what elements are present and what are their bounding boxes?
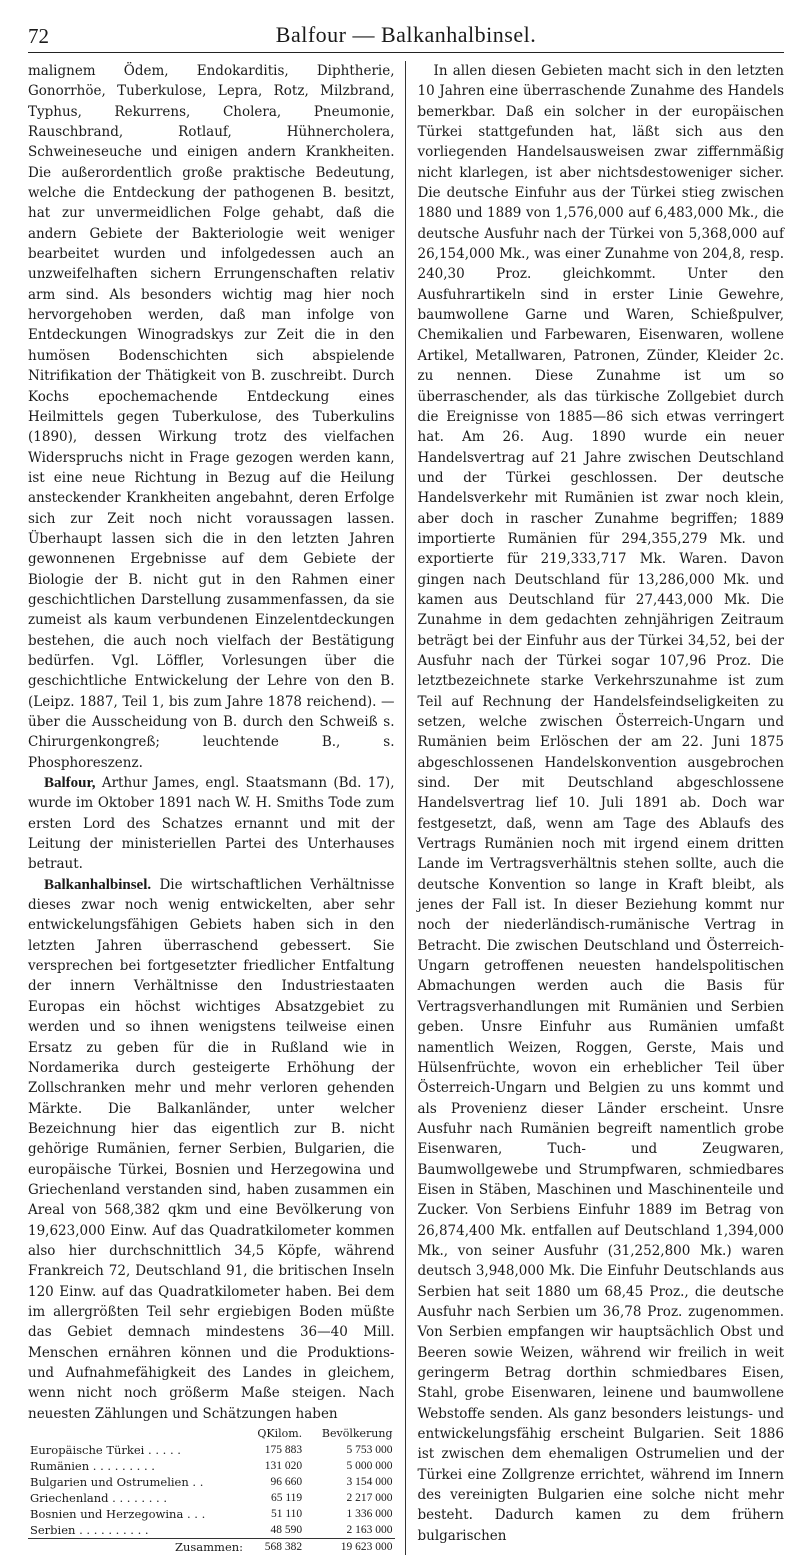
table-cell-qkm: 131 020 [264, 1460, 303, 1473]
table-cell-population: 2 217 000 [346, 1492, 393, 1505]
table-cell-country: Bulgarien und Ostrumelien . . [30, 1475, 204, 1490]
table-total-label: Zusammen: [28, 1539, 245, 1555]
table-cell-population: 5 753 000 [346, 1444, 393, 1457]
table-row [28, 1442, 395, 1458]
table-header-row [28, 1426, 395, 1442]
table-header-qkm: QKilom. [257, 1427, 303, 1441]
table-cell-country: Bosnien und Herzegowina . . . [30, 1507, 206, 1522]
page-header [28, 18, 784, 53]
table-cell-qkm: 51 110 [270, 1508, 303, 1521]
area-population-table [28, 1426, 395, 1555]
table-cell-population: 1 336 000 [346, 1508, 393, 1521]
entry-body-balkanhalbinsel: Die wirtschaftlichen Verhältnisse dieses zwar noch wenig entwickelten, aber sehr entwickelungsfähigen Gebiets haben sich in den letzten Jahren überraschend gebessert. Sie versprechen bei fortgesetzter friedlicher Entfaltung der innern Verhältnisse den Industriestaaten Europas ein höchst wichtiges Absatzgebiet zu werden und so ihnen wenigstens teilweise einen Ersatz zu geben für die in Rußland wie in Nordamerika durch gesteigerte Erhöhung der Zollschranken mehr und mehr verloren gehenden Märkte. Die Balkanländer, unter welcher Bezeichnung hier das eigentlich zur B. nicht gehörige Rumänien, ferner Serbien, Bulgarien, die europäische Türkei, Bosnien und Herzegowina und Griechenland verstanden sind, haben zusammen ein Areal von 568,382 qkm und eine Bevölkerung von 19,623,000 Einw. Auf das Quadratkilometer kommen also hier durchschnittlich 34,5 Köpfe, während Frankreich 72, Deutschland 91, die britischen Inseln 120 Einw. auf das Quadratkilometer haben. Bei dem im allergrößten Teil sehr ergiebigen Boden müßte das Gebiet demnach mindestens 36—40 Mill. Menschen ernähren können und die Produktions- und Aufnahmefähigkeit des Landes in gleichem, wenn nicht noch größerm Maße steigen. Nach neuesten Zählungen und Schätzungen haben [28, 876, 395, 1422]
table-row [28, 1490, 395, 1506]
bakterien-continuation: malignem Ödem, Endokarditis, Diphtherie, Gonorrhöe, Tuberkulose, Lepra, Rotz, Milzbrand, Typhus, Rekurrens, Cholera, Pneumonie, Rauschbrand, Rotlauf, Hühnercholera, Schweineseuche und einigen andern Krankheiten. Die außerordentlich große praktische Bedeutung, welche die Entdeckung der pathogenen B. besitzt, hat zur unvermeidlichen Folge gehabt, daß die andern Gebiete der Bakteriologie weit weniger bearbeitet wurden und infolgedessen auch an unzweifelhaften sichern Errungenschaften relativ arm sind. Als besonders wichtig mag hier noch hervorgehoben werden, daß man infolge von Entdeckungen Winogradskys zur Zeit die in den humösen Bodenschichten sich abspielende Nitrifikation der Thätigkeit von B. zuschreibt. Durch Kochs epochemachende Entdeckung eines Heilmittels gegen Tuberkulose, des Tuberkulins (1890), dessen Wirkung trotz des vielfachen Widerspruchs nicht in Frage gezogen werden kann, ist eine neue Richtung in Bezug auf die Heilung ansteckender Krankheiten angebahnt, deren Erfolge sich zur Zeit noch nicht voraussagen lassen. Überhaupt lassen sich die in den letzten Jahren gewonnenen Ergebnisse auf dem Gebiete der Biologie der B. nicht gut in den Rahmen einer geschichtlichen Darstellung zusammenfassen, da sie zumeist als kaum verbundenen Einzelentdeckungen bestehen, die auch noch vielfach der Bestätigung bedürfen. Vgl. Löffler, Vorlesungen über die geschichtliche Entwickelung der Lehre von den B. (Leipz. 1887, Teil 1, bis zum Jahre 1878 reichend). — über die Ausscheidung von B. durch den Schweiß s. Chirurgenkongreß; leuchtende B., s. Phosphoreszenz. [28, 63, 395, 771]
table-cell-qkm: 96 660 [270, 1476, 303, 1489]
balkan-trade-paragraph: In allen diesen Gebieten macht sich in den letzten 10 Jahren eine überraschende Zunahme des Handels bemerkbar. Daß ein solcher in der europäischen Türkei stattgefunden hat, läßt sich aus den vorliegenden Handelsausweisen zwar ziffernmäßig nicht klarlegen, ist aber nichtsdestoweniger sicher. Die deutsche Einfuhr aus der Türkei stieg zwischen 1880 und 1889 von 1,576,000 auf 6,483,000 Mk., die deutsche Ausfuhr nach der Türkei von 5,368,000 auf 26,154,000 Mk., was einer Zunahme von 204,8, resp. 240,30 Proz. gleichkommt. Unter den Ausfuhrartikeln sind in erster Linie Gewehre, baumwollene Garne und Waren, Schießpulver, Chemikalien und Farbewaren, Eisenwaren, wollene Artikel, Metallwaren, Patronen, Zünder, Kleider 2c. zu nennen. Diese Zunahme ist um so überraschender, als das türkische Zollgebiet durch die Ereignisse von 1885—86 sich etwas verringert hat. Am 26. Aug. 1890 wurde ein neuer Handelsvertrag auf 21 Jahre zwischen Deutschland und der Türkei geschlossen. Der deutsche Handelsverkehr mit Rumänien ist zwar noch klein, aber doch in rascher Zunahme begriffen; 1889 importierte Rumänien für 294,355,279 Mk. und exportierte für 219,333,717 Mk. Waren. Davon gingen nach Deutschland für 13,286,000 Mk. und kamen aus Deutschland für 27,443,000 Mk. Die Zunahme in dem gedachten zehnjährigen Zeitraum beträgt bei der Einfuhr aus der Türkei 34,52, bei der Ausfuhr nach der Türkei sogar 107,96 Proz. Die letztbezeichnete starke Verkehrszunahme ist zum Teil auf Rechnung der Handelsfeindseligkeiten zu setzen, welche zwischen Österreich-Ungarn und Rumänien beim Erlöschen der am 22. Juni 1875 abgeschlossenen Handelskonvention ausgebrochen sind. Der mit Deutschland abgeschlossene Handelsvertrag lief 10. Juli 1891 ab. Doch war festgesetzt, daß, wenn am Tage des Ablaufs des Vertrags Rumänien noch mit irgend einem dritten Lande im Vertragsverhältnis stehen sollte, auch die deutsche Konvention so lange in Kraft bleibt, als jenes der Fall ist. In dieser Beziehung kommt nur noch der niederländisch-rumänische Vertrag in Betracht. Die zwischen Deutschland und Österreich-Ungarn getroffenen neuesten handelspolitischen Abmachungen werden auch die Basis für Vertragsverhandlungen mit Rumänien und Serbien geben. Unsre Einfuhr aus Rumänien umfaßt namentlich Weizen, Roggen, Gerste, Mais und Hülsenfrüchte, wovon ein erheblicher Teil über Österreich-Ungarn und Belgien zu uns kommt und als Provenienz dieser Länder erscheint. Unsre Ausfuhr nach Rumänien begreift namentlich grobe Eisenwaren, Tuch- und Zeugwaren, Baumwollgewebe und Strumpfwaren, schmiedbares Eisen in Stäben, Maschinen und Maschinenteile und Zucker. Von Serbiens Einfuhr 1889 im Betrag von 26,874,400 Mk. entfallen auf Deutschland 1,394,000 Mk., von seiner Ausfuhr (31,252,800 Mk.) waren deutsch 3,948,000 Mk. Die Einfuhr Deutschlands aus Serbien hat seit 1880 um 68,45 Proz., die deutsche Ausfuhr nach Serbien um 36,78 Proz. zugenommen. Von Serbien empfangen wir hauptsächlich Obst und Beeren sowie Weizen, während wir freilich in weit geringerm Betrag dorthin schmiedbares Eisen, Stahl, grobe Eisenwaren, leinene und baumwollene Webstoffe senden. Als ganz besonders leistungs- und entwickelungsfähig erscheint Bulgarien. Seit 1886 ist zwischen dem ehemaligen Ostrumelien und der Türkei eine Zollgrenze errichtet, während im Innern des vereinigten Bulgarien eine solche nicht mehr besteht. Dadurch kamen zu dem frühern bulgarischen [417, 63, 784, 1544]
table-cell-qkm: 48 590 [270, 1524, 303, 1537]
table-cell-qkm: 175 883 [264, 1444, 303, 1457]
table-cell-population: 3 154 000 [346, 1476, 393, 1489]
table-cell-population: 5 000 000 [346, 1460, 393, 1473]
table-total-population: 19 623 000 [304, 1539, 394, 1555]
entry-body-balfour: Arthur James, engl. Staatsmann (Bd. 17), wurde im Oktober 1891 nach W. H. Smiths Tode zum ersten Lord des Schatzes ernannt und mit der Leitung der ministeriellen Partei des Unterhauses betraut. [28, 775, 395, 873]
table-row [28, 1506, 395, 1522]
table-cell-country: Serbien . . . . . . . . . . [30, 1523, 149, 1538]
table-row [28, 1522, 395, 1539]
table-row [28, 1474, 395, 1490]
left-column [28, 61, 406, 1555]
table-cell-population: 2 163 000 [346, 1524, 393, 1537]
table-header-blank [28, 1426, 245, 1442]
table-cell-qkm: 65 119 [270, 1492, 303, 1505]
entry-head-balkanhalbinsel: Balkanhalbinsel. [44, 876, 152, 893]
entry-balkanhalbinsel [28, 875, 395, 1424]
entry-balfour [28, 773, 395, 875]
running-head: Balfour — Balkanhalbinsel. [275, 22, 537, 47]
table-row [28, 1458, 395, 1474]
entry-head-balfour: Balfour, [44, 775, 96, 792]
table-cell-country: Europäische Türkei . . . . . [30, 1443, 181, 1458]
table-total-qkm: 568 382 [245, 1539, 304, 1555]
page-number: 72 [28, 24, 49, 48]
right-column [406, 61, 785, 1555]
table-header-population: Bevölkerung [321, 1427, 393, 1441]
table-total-row [28, 1539, 395, 1555]
two-column-body [28, 61, 784, 1555]
table-cell-country: Rumänien . . . . . . . . . [30, 1459, 155, 1474]
table-cell-country: Griechenland . . . . . . . . [30, 1491, 168, 1506]
